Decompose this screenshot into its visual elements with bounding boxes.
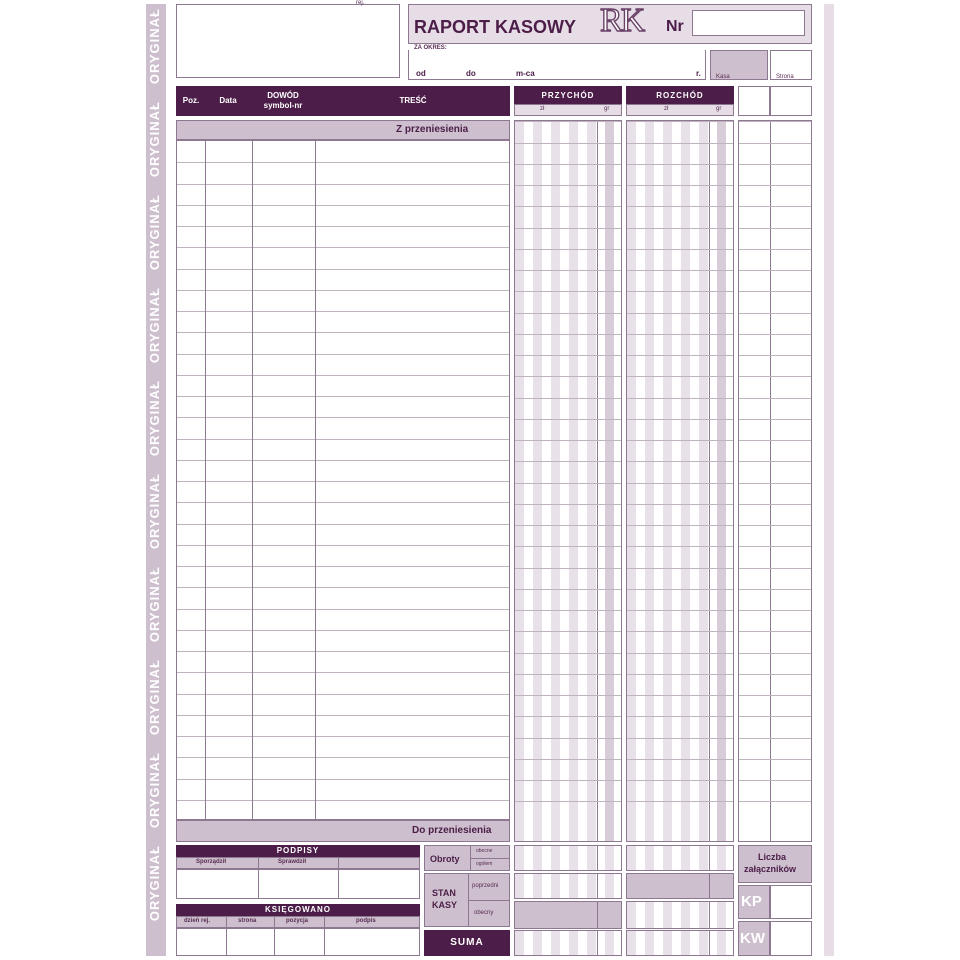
amount-row-line — [515, 355, 621, 356]
obecne-label: obecne — [476, 848, 493, 854]
table-row-line — [177, 672, 509, 673]
table-row-line — [177, 396, 509, 397]
amount-row-line — [627, 398, 733, 399]
footer-gr-divider — [597, 931, 598, 955]
extra-column-divider — [770, 121, 771, 841]
report-title: RAPORT KASOWY — [414, 17, 576, 37]
przychod-zl: zł — [540, 106, 545, 112]
col-symbol: symbol-nr — [263, 101, 303, 110]
amount-row-line — [627, 801, 733, 802]
extra-col-header-2 — [770, 86, 812, 116]
od-label: od — [416, 69, 426, 78]
column-divider — [205, 140, 206, 821]
table-row-line — [177, 460, 509, 461]
amount-row-line — [627, 164, 733, 165]
extra-row-line — [739, 738, 811, 739]
extra-row-line — [739, 716, 811, 717]
amount-stripe — [587, 121, 596, 841]
amount-row-line — [627, 525, 733, 526]
amount-row-line — [515, 568, 621, 569]
kw-label: KW — [740, 930, 765, 947]
table-row-line — [177, 311, 509, 312]
amount-stripe — [717, 121, 726, 841]
amount-row-line — [627, 674, 733, 675]
amount-row-line — [627, 185, 733, 186]
amount-row-line — [515, 695, 621, 696]
kasy-label: KASY — [432, 900, 458, 910]
footer-gr-divider — [709, 846, 710, 870]
footer-gr-divider — [709, 931, 710, 955]
col-dowod: DOWÓD — [267, 91, 299, 100]
gr-divider — [597, 121, 598, 841]
original-strip-label: ORYGINAŁ — [147, 287, 162, 364]
amount-row-line — [627, 568, 733, 569]
amount-row-line — [515, 780, 621, 781]
extra-row-line — [739, 164, 811, 165]
amount-row-line — [627, 121, 733, 122]
extra-row-line — [739, 270, 811, 271]
table-row-line — [177, 524, 509, 525]
col-poz: Poz. — [182, 96, 200, 105]
original-strip-label: ORYGINAŁ — [147, 473, 162, 550]
rk-logo: RK — [600, 2, 644, 39]
extra-row-line — [739, 546, 811, 547]
extra-row-line — [739, 121, 811, 122]
amount-stripe — [645, 121, 654, 841]
strona-label: Strona — [776, 74, 794, 80]
amount-row-line — [515, 121, 621, 122]
extra-col-header-1 — [738, 86, 770, 116]
amount-row-line — [627, 738, 733, 739]
nr-field[interactable] — [692, 10, 805, 36]
przychod-label: PRZYCHÓD — [541, 91, 595, 100]
footer-amount-cell[interactable] — [514, 845, 622, 871]
amount-row-line — [515, 546, 621, 547]
extra-row-line — [739, 228, 811, 229]
column-divider — [252, 140, 253, 821]
amount-row-line — [515, 610, 621, 611]
amount-stripe — [533, 121, 542, 841]
extra-row-line — [739, 610, 811, 611]
amount-row-line — [515, 313, 621, 314]
rozchod-zl: zł — [664, 106, 669, 112]
amount-row-line — [515, 801, 621, 802]
r-label: r. — [696, 69, 701, 78]
do-label: do — [466, 69, 476, 78]
table-row-line — [177, 417, 509, 418]
amount-row-line — [515, 674, 621, 675]
original-strip-label: ORYGINAŁ — [147, 8, 162, 85]
kp-field[interactable] — [770, 885, 812, 919]
extra-row-line — [739, 631, 811, 632]
amount-stripe — [663, 121, 672, 841]
entries-grid — [176, 140, 510, 820]
table-row-line — [177, 566, 509, 567]
amount-stripe — [515, 121, 524, 841]
amount-row-line — [515, 504, 621, 505]
table-row-line — [177, 332, 509, 333]
amount-row-line — [627, 376, 733, 377]
extra-row-line — [739, 440, 811, 441]
amount-row-line — [515, 483, 621, 484]
table-row-line — [177, 375, 509, 376]
extra-row-line — [739, 589, 811, 590]
kp-label: KP — [741, 893, 762, 910]
za-okres-field[interactable] — [408, 50, 706, 80]
extra-row-line — [739, 206, 811, 207]
table-row-line — [177, 354, 509, 355]
table-row-line — [177, 609, 509, 610]
ogolem-label: ogółem — [476, 861, 493, 867]
table-row-line — [177, 290, 509, 291]
poprzedni-label: poprzedni — [472, 883, 499, 889]
kasa-label: Kasa — [716, 74, 730, 80]
amount-row-line — [515, 334, 621, 335]
extra-row-line — [739, 483, 811, 484]
footer-amount-cell[interactable] — [626, 930, 734, 956]
table-row-line — [177, 247, 509, 248]
amount-row-line — [627, 461, 733, 462]
zalacznikow-label: załączników — [744, 864, 797, 874]
amount-row-line — [515, 249, 621, 250]
amount-row-line — [515, 206, 621, 207]
rozchod-label: ROZCHÓD — [656, 91, 704, 100]
col-data: Data — [219, 96, 237, 105]
amount-row-line — [515, 440, 621, 441]
stamp-box — [176, 4, 400, 78]
extra-row-line — [739, 291, 811, 292]
amount-row-line — [627, 631, 733, 632]
footer-amount-cell[interactable] — [514, 873, 622, 899]
za-okres-label: ZA OKRES: — [414, 45, 447, 51]
mca-label: m-ca — [516, 69, 535, 78]
amount-row-line — [627, 355, 733, 356]
extra-row-line — [739, 398, 811, 399]
table-row-line — [177, 715, 509, 716]
obecny-label: obecny — [474, 910, 494, 916]
extra-row-line — [739, 674, 811, 675]
extra-row-line — [739, 376, 811, 377]
footer-gr-divider — [709, 874, 710, 898]
table-row-line — [177, 269, 509, 270]
right-edge-strip — [824, 4, 834, 956]
z-przeniesienia-label: Z przeniesienia — [396, 124, 469, 135]
amount-row-line — [627, 759, 733, 760]
dzien-rej-label: dzień rej. — [184, 918, 211, 924]
sprawdzil-label: Sprawdził — [278, 859, 307, 865]
nr-label: Nr — [666, 18, 684, 35]
stan-label: STAN — [432, 888, 456, 898]
amount-row-line — [515, 631, 621, 632]
table-row-line — [177, 587, 509, 588]
amount-row-line — [515, 164, 621, 165]
footer-amount-cell[interactable] — [514, 901, 622, 929]
extra-columns — [738, 120, 812, 842]
ksiegowano-label: KSIĘGOWANO — [264, 905, 331, 914]
extra-row-line — [739, 695, 811, 696]
extra-row-line — [739, 249, 811, 250]
amount-row-line — [627, 249, 733, 250]
extra-row-line — [739, 185, 811, 186]
podpis-label: podpis — [356, 918, 376, 924]
table-row-line — [177, 757, 509, 758]
amount-row-line — [627, 419, 733, 420]
table-row-line — [177, 162, 509, 163]
amount-row-line — [515, 653, 621, 654]
amount-row-line — [515, 398, 621, 399]
footer-gr-divider — [709, 902, 710, 928]
footer-przychod-cells[interactable] — [514, 845, 622, 956]
amount-row-line — [627, 206, 733, 207]
amount-row-line — [627, 228, 733, 229]
extra-row-line — [739, 759, 811, 760]
original-strip-label: ORYGINAŁ — [147, 380, 162, 457]
table-row-line — [177, 694, 509, 695]
amount-row-line — [515, 185, 621, 186]
footer-amount-cell[interactable] — [626, 901, 734, 929]
extra-row-line — [739, 568, 811, 569]
sporzadzil-label: Sporządził — [196, 859, 227, 865]
table-row-line — [177, 779, 509, 780]
table-row-line — [177, 184, 509, 185]
footer-gr-divider — [597, 874, 598, 898]
extra-row-line — [739, 653, 811, 654]
podpisy-fields[interactable] — [176, 869, 420, 899]
extra-row-line — [739, 461, 811, 462]
amount-row-line — [515, 461, 621, 462]
original-strip-label: ORYGINAŁ — [147, 194, 162, 271]
footer-gr-divider — [597, 902, 598, 928]
suma-label: SUMA — [450, 937, 484, 948]
amount-row-line — [627, 716, 733, 717]
amount-row-line — [627, 483, 733, 484]
amount-row-line — [515, 228, 621, 229]
footer-amount-cell[interactable] — [514, 930, 622, 956]
amount-row-line — [627, 610, 733, 611]
amount-row-line — [515, 716, 621, 717]
column-divider — [315, 140, 316, 821]
table-row-line — [177, 545, 509, 546]
obroty-label: Obroty — [430, 854, 460, 864]
table-row-line — [177, 630, 509, 631]
amount-row-line — [627, 313, 733, 314]
amount-stripe — [551, 121, 560, 841]
amount-row-line — [627, 291, 733, 292]
table-row-line — [177, 651, 509, 652]
amount-row-line — [627, 270, 733, 271]
original-strip-label: ORYGINAŁ — [147, 845, 162, 922]
table-row-line — [177, 800, 509, 801]
original-strip-label: ORYGINAŁ — [147, 752, 162, 829]
amount-row-line — [627, 334, 733, 335]
table-row-line — [177, 502, 509, 503]
extra-row-line — [739, 419, 811, 420]
extra-row-line — [739, 780, 811, 781]
col-tresc: TREŚĆ — [399, 96, 427, 105]
amount-row-line — [627, 440, 733, 441]
amount-row-line — [515, 143, 621, 144]
do-przeniesienia-label: Do przeniesienia — [412, 825, 492, 836]
stamp-label: rej. — [356, 0, 365, 6]
table-row-line — [177, 226, 509, 227]
table-row-line — [177, 439, 509, 440]
rozchod-column — [626, 120, 734, 842]
extra-row-line — [739, 334, 811, 335]
amount-row-line — [515, 419, 621, 420]
amount-row-line — [515, 376, 621, 377]
amount-row-line — [627, 143, 733, 144]
extra-row-line — [739, 355, 811, 356]
ksiegowano-fields[interactable] — [176, 928, 420, 956]
footer-amount-cell[interactable] — [626, 873, 734, 899]
extra-row-line — [739, 313, 811, 314]
footer-rozchod-cells[interactable] — [626, 845, 734, 956]
table-row-line — [177, 736, 509, 737]
amount-row-line — [627, 695, 733, 696]
table-row-line — [177, 205, 509, 206]
footer-amount-cell[interactable] — [626, 845, 734, 871]
przychod-column — [514, 120, 622, 842]
rozchod-gr: gr — [716, 106, 722, 112]
footer-gr-divider — [597, 846, 598, 870]
original-strip-label: ORYGINAŁ — [147, 566, 162, 643]
kw-field[interactable] — [770, 921, 812, 956]
amount-row-line — [515, 738, 621, 739]
amount-stripe — [605, 121, 614, 841]
amount-row-line — [515, 291, 621, 292]
extra-row-line — [739, 143, 811, 144]
amount-row-line — [515, 525, 621, 526]
extra-row-line — [739, 525, 811, 526]
extra-row-line — [739, 504, 811, 505]
przychod-gr: gr — [604, 106, 610, 112]
amount-row-line — [627, 653, 733, 654]
gr-divider — [709, 121, 710, 841]
podpisy-label: PODPISY — [276, 846, 320, 855]
original-strip-label: ORYGINAŁ — [147, 101, 162, 178]
amount-stripe — [699, 121, 708, 841]
amount-row-line — [515, 759, 621, 760]
extra-row-line — [739, 801, 811, 802]
strona-footer-label: strona — [238, 918, 257, 924]
original-strip-label: ORYGINAŁ — [147, 659, 162, 736]
amount-row-line — [627, 780, 733, 781]
pozycja-label: pozycja — [286, 918, 309, 924]
liczba-label: Liczba — [758, 852, 787, 862]
table-row-line — [177, 481, 509, 482]
amount-row-line — [515, 589, 621, 590]
amount-stripe — [627, 121, 636, 841]
amount-row-line — [627, 589, 733, 590]
amount-row-line — [627, 504, 733, 505]
amount-stripe — [569, 121, 578, 841]
amount-row-line — [515, 270, 621, 271]
amount-stripe — [681, 121, 690, 841]
amount-row-line — [627, 546, 733, 547]
